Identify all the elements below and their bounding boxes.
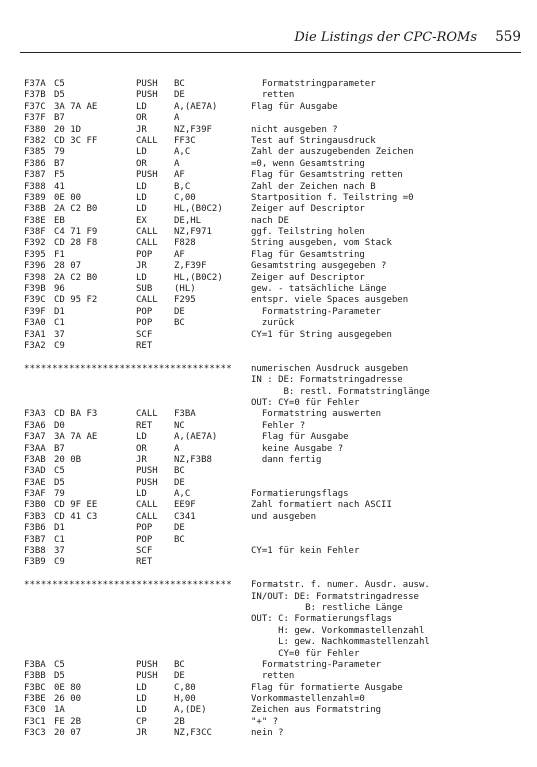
mnemonic: LD xyxy=(136,204,147,215)
address: F3A3 xyxy=(24,409,46,420)
comment: Formatierungsflags xyxy=(251,489,349,500)
mnemonic: CALL xyxy=(136,227,158,238)
operand: HL,(B0C2) xyxy=(174,204,223,215)
address: F396 xyxy=(24,261,46,272)
routine-header-text: H: gew. Vorkommastellenzahl xyxy=(251,625,425,636)
code-line xyxy=(24,125,524,136)
opcode-bytes: D1 xyxy=(54,523,65,534)
separator-stars: ************************************* xyxy=(24,363,232,374)
comment: Formatstringparameter xyxy=(251,79,376,89)
comment: Formatstring-Parameter xyxy=(251,659,382,670)
opcode-bytes: D5 xyxy=(54,477,65,488)
opcode-bytes: C4 71 F9 xyxy=(54,227,98,238)
address: F3BC xyxy=(24,682,46,693)
mnemonic: PUSH xyxy=(136,477,158,488)
opcode-bytes: CD 41 C3 xyxy=(54,511,98,522)
mnemonic: PUSH xyxy=(136,170,158,181)
running-title: Die Listings der CPC-ROMs xyxy=(294,30,477,45)
comment: =0, wenn Gesamtstring xyxy=(251,158,365,169)
operand: (HL) xyxy=(174,284,196,295)
comment: Flag für Gesamtstring retten xyxy=(251,170,403,181)
code-line xyxy=(24,694,524,705)
mnemonic: POP xyxy=(136,249,153,260)
opcode-bytes: D5 xyxy=(54,671,65,682)
mnemonic: EX xyxy=(136,215,147,226)
comment: Flag für formatierte Ausgabe xyxy=(251,682,403,693)
address: F386 xyxy=(24,158,46,169)
address: F3C0 xyxy=(24,705,46,716)
operand: F828 xyxy=(174,238,196,249)
opcode-bytes: 0E 00 xyxy=(54,192,82,203)
comment: Zeiger auf Descriptor xyxy=(251,204,365,215)
comment: retten xyxy=(251,90,295,101)
opcode-bytes: 79 xyxy=(54,489,65,500)
address: F39B xyxy=(24,284,46,295)
opcode-bytes: FE 2B xyxy=(54,716,82,727)
comment: String ausgeben, vom Stack xyxy=(251,238,392,249)
code-line xyxy=(24,79,524,90)
operand: FF3C xyxy=(174,135,196,146)
operand: Z,F39F xyxy=(174,261,207,272)
operand: BC xyxy=(174,659,185,670)
operand: AF xyxy=(174,170,185,181)
opcode-bytes: 1A xyxy=(54,705,65,716)
comment: und ausgeben xyxy=(251,511,317,522)
routine-header-text: OUT: C: Formatierungsflags xyxy=(251,614,392,625)
opcode-bytes: 0E 80 xyxy=(54,682,82,693)
comment: retten xyxy=(251,671,295,682)
comment: ggf. Teilstring holen xyxy=(251,227,365,238)
comment: Zahl formatiert nach ASCII xyxy=(251,500,392,511)
address: F38E xyxy=(24,215,46,226)
operand: H,00 xyxy=(174,694,196,705)
operand: C,00 xyxy=(174,192,196,203)
mnemonic: PUSH xyxy=(136,466,158,477)
comment: CY=1 für kein Fehler xyxy=(251,546,360,557)
operand: F3BA xyxy=(174,409,196,420)
operand: BC xyxy=(174,466,185,477)
comment: Formatstring auswerten xyxy=(251,409,382,420)
mnemonic: PUSH xyxy=(136,90,158,101)
assembly-listing xyxy=(24,79,524,740)
code-line xyxy=(24,250,524,261)
address: F38B xyxy=(24,204,46,215)
comment: nicht ausgeben ? xyxy=(251,124,338,135)
mnemonic: LD xyxy=(136,705,147,716)
opcode-bytes: C5 xyxy=(54,79,65,89)
address: F3A7 xyxy=(24,432,46,443)
opcode-bytes: 2A C2 B0 xyxy=(54,272,98,283)
code-line xyxy=(24,170,524,181)
routine-header-row xyxy=(24,375,524,386)
comment: CY=1 für String ausgegeben xyxy=(251,329,392,340)
code-line xyxy=(24,546,524,557)
comment: gew. - tatsächliche Länge xyxy=(251,284,387,295)
operand: AF xyxy=(174,249,185,260)
operand: A,(AE7A) xyxy=(174,432,218,443)
comment: Vorkommastellenzahl=0 xyxy=(251,694,365,705)
comment: Gesamtstring ausgegeben ? xyxy=(251,261,387,272)
opcode-bytes: C9 xyxy=(54,340,65,351)
routine-header-text: IN : DE: Formatstringadresse xyxy=(251,375,403,386)
mnemonic: POP xyxy=(136,534,153,545)
opcode-bytes: 2A C2 B0 xyxy=(54,204,98,215)
code-line xyxy=(24,193,524,204)
mnemonic: LD xyxy=(136,272,147,283)
opcode-bytes: B7 xyxy=(54,443,65,454)
routine-header-row xyxy=(24,580,524,591)
code-line xyxy=(24,284,524,295)
operand: F295 xyxy=(174,295,196,306)
address: F3AE xyxy=(24,477,46,488)
address: F3A0 xyxy=(24,318,46,329)
mnemonic: SCF xyxy=(136,546,153,557)
opcode-bytes: C5 xyxy=(54,466,65,477)
opcode-bytes: 37 xyxy=(54,546,65,557)
comment: dann fertig xyxy=(251,454,322,465)
mnemonic: RET xyxy=(136,420,153,431)
opcode-bytes: C5 xyxy=(54,659,65,670)
mnemonic: PUSH xyxy=(136,79,158,89)
address: F385 xyxy=(24,147,46,158)
comment: nein ? xyxy=(251,728,284,739)
mnemonic: RET xyxy=(136,340,153,351)
mnemonic: POP xyxy=(136,318,153,329)
comment: Zeichen aus Formatstring xyxy=(251,705,382,716)
code-line xyxy=(24,227,524,238)
code-line xyxy=(24,273,524,284)
comment: Zeiger auf Descriptor xyxy=(251,272,365,283)
opcode-bytes: B7 xyxy=(54,113,65,124)
address: F3AA xyxy=(24,443,46,454)
operand: C341 xyxy=(174,511,196,522)
address: F3BB xyxy=(24,671,46,682)
operand: BC xyxy=(174,318,185,329)
mnemonic: CALL xyxy=(136,238,158,249)
operand: NC xyxy=(174,420,185,431)
operand: BC xyxy=(174,534,185,545)
code-line xyxy=(24,238,524,249)
address: F3AF xyxy=(24,489,46,500)
opcode-bytes: CD BA F3 xyxy=(54,409,98,420)
operand: NZ,F3CC xyxy=(174,728,212,739)
routine-header-row xyxy=(24,614,524,625)
opcode-bytes: 28 07 xyxy=(54,261,82,272)
comment: Formatstring-Parameter xyxy=(251,306,382,317)
code-line xyxy=(24,535,524,546)
mnemonic: OR xyxy=(136,443,147,454)
routine-header-text: OUT: CY=0 für Fehler xyxy=(251,397,360,408)
address: F387 xyxy=(24,170,46,181)
mnemonic: LD xyxy=(136,432,147,443)
separator-stars: ************************************* xyxy=(24,580,232,591)
opcode-bytes: 26 00 xyxy=(54,694,82,705)
mnemonic: JR xyxy=(136,124,147,135)
opcode-bytes: B7 xyxy=(54,158,65,169)
routine-header-text: IN/OUT: DE: Formatstringadresse xyxy=(251,591,419,602)
mnemonic: POP xyxy=(136,306,153,317)
code-line xyxy=(24,102,524,113)
code-line xyxy=(24,478,524,489)
address: F3AB xyxy=(24,454,46,465)
mnemonic: LD xyxy=(136,694,147,705)
address: F38F xyxy=(24,227,46,238)
code-line xyxy=(24,432,524,443)
opcode-bytes: CD 9F EE xyxy=(54,500,98,511)
routine-header-row xyxy=(24,398,524,409)
opcode-bytes: EB xyxy=(54,215,65,226)
comment: Flag für Ausgabe xyxy=(251,432,349,443)
operand: B,C xyxy=(174,181,191,192)
mnemonic: CALL xyxy=(136,511,158,522)
code-line xyxy=(24,318,524,329)
operand: C,80 xyxy=(174,682,196,693)
code-line xyxy=(24,90,524,101)
address: F37A xyxy=(24,79,46,89)
operand: EE9F xyxy=(174,500,196,511)
address: F37F xyxy=(24,113,46,124)
address: F382 xyxy=(24,135,46,146)
opcode-bytes: C9 xyxy=(54,557,65,568)
address: F398 xyxy=(24,272,46,283)
operand: A,C xyxy=(174,147,191,158)
routine-header-row xyxy=(24,364,524,375)
routine-header-row xyxy=(24,637,524,648)
mnemonic: SCF xyxy=(136,329,153,340)
address: F3A2 xyxy=(24,340,46,351)
routine-header-text: numerischen Ausdruck ausgeben xyxy=(251,363,409,374)
code-line xyxy=(24,717,524,728)
code-line xyxy=(24,705,524,716)
code-line xyxy=(24,421,524,432)
operand: A xyxy=(174,113,180,124)
comment: Fehler ? xyxy=(251,420,306,431)
operand: NZ,F971 xyxy=(174,227,212,238)
operand: A,(DE) xyxy=(174,705,207,716)
code-line xyxy=(24,409,524,420)
comment: zurück xyxy=(251,318,295,329)
comment: Zahl der Zeichen nach B xyxy=(251,181,376,192)
page-number: 559 xyxy=(495,29,521,45)
address: F39C xyxy=(24,295,46,306)
routine-header-text: B: restl. Formatstringlänge xyxy=(251,386,430,397)
opcode-bytes: 37 xyxy=(54,329,65,340)
address: F3AD xyxy=(24,466,46,477)
opcode-bytes: 3A 7A AE xyxy=(54,101,98,112)
operand: DE,HL xyxy=(174,215,202,226)
opcode-bytes: D0 xyxy=(54,420,65,431)
mnemonic: SUB xyxy=(136,284,153,295)
mnemonic: LD xyxy=(136,147,147,158)
code-line xyxy=(24,523,524,534)
code-line xyxy=(24,216,524,227)
address: F3B8 xyxy=(24,546,46,557)
mnemonic: CP xyxy=(136,716,147,727)
code-line xyxy=(24,136,524,147)
mnemonic: LD xyxy=(136,101,147,112)
address: F389 xyxy=(24,192,46,203)
mnemonic: CALL xyxy=(136,135,158,146)
mnemonic: JR xyxy=(136,261,147,272)
mnemonic: LD xyxy=(136,682,147,693)
opcode-bytes: 20 0B xyxy=(54,454,82,465)
code-line xyxy=(24,295,524,306)
operand: A,(AE7A) xyxy=(174,101,218,112)
address: F3A1 xyxy=(24,329,46,340)
address: F3BA xyxy=(24,659,46,670)
address: F392 xyxy=(24,238,46,249)
mnemonic: CALL xyxy=(136,295,158,306)
address: F3BE xyxy=(24,694,46,705)
operand: A xyxy=(174,158,180,169)
comment: nach DE xyxy=(251,215,289,226)
address: F37B xyxy=(24,90,46,101)
page-header xyxy=(20,28,521,53)
opcode-bytes: D1 xyxy=(54,306,65,317)
opcode-bytes: 41 xyxy=(54,181,65,192)
address: F3B9 xyxy=(24,557,46,568)
comment: "+" ? xyxy=(251,716,279,727)
opcode-bytes: 20 07 xyxy=(54,728,82,739)
address: F3B0 xyxy=(24,500,46,511)
code-line xyxy=(24,500,524,511)
operand: DE xyxy=(174,90,185,101)
address: F39F xyxy=(24,306,46,317)
code-line xyxy=(24,455,524,466)
blank-line xyxy=(24,569,524,580)
code-line xyxy=(24,261,524,272)
routine-header-row xyxy=(24,649,524,660)
comment: Startposition f. Teilstring =0 xyxy=(251,192,414,203)
mnemonic: RET xyxy=(136,557,153,568)
comment: keine Ausgabe ? xyxy=(251,443,344,454)
mnemonic: OR xyxy=(136,113,147,124)
code-line xyxy=(24,182,524,193)
routine-header-row xyxy=(24,603,524,614)
mnemonic: CALL xyxy=(136,409,158,420)
operand: DE xyxy=(174,477,185,488)
opcode-bytes: C1 xyxy=(54,534,65,545)
mnemonic: LD xyxy=(136,489,147,500)
opcode-bytes: 79 xyxy=(54,147,65,158)
operand: NZ,F39F xyxy=(174,124,212,135)
opcode-bytes: D5 xyxy=(54,90,65,101)
address: F380 xyxy=(24,124,46,135)
routine-header-row xyxy=(24,592,524,603)
address: F37C xyxy=(24,101,46,112)
mnemonic: JR xyxy=(136,728,147,739)
routine-header-text: Formatstr. f. numer. Ausdr. ausw. xyxy=(251,580,430,591)
opcode-bytes: 96 xyxy=(54,284,65,295)
operand: DE xyxy=(174,306,185,317)
mnemonic: JR xyxy=(136,454,147,465)
code-line xyxy=(24,159,524,170)
comment: entspr. viele Spaces ausgeben xyxy=(251,295,409,306)
address: F3B3 xyxy=(24,511,46,522)
code-line xyxy=(24,489,524,500)
code-line xyxy=(24,444,524,455)
comment: Flag für Gesamtstring xyxy=(251,249,365,260)
address: F3C1 xyxy=(24,716,46,727)
mnemonic: PUSH xyxy=(136,659,158,670)
address: F3B7 xyxy=(24,534,46,545)
code-line xyxy=(24,341,524,352)
opcode-bytes: 20 1D xyxy=(54,124,82,135)
operand: DE xyxy=(174,671,185,682)
comment: Test auf Stringausdruck xyxy=(251,135,376,146)
mnemonic: LD xyxy=(136,181,147,192)
code-line xyxy=(24,728,524,739)
operand: A xyxy=(174,443,180,454)
code-line xyxy=(24,671,524,682)
operand: A,C xyxy=(174,489,191,500)
routine-header-row xyxy=(24,387,524,398)
mnemonic: OR xyxy=(136,158,147,169)
opcode-bytes: F1 xyxy=(54,249,65,260)
code-line xyxy=(24,557,524,568)
code-line xyxy=(24,113,524,124)
address: F3B6 xyxy=(24,523,46,534)
address: F3A6 xyxy=(24,420,46,431)
opcode-bytes: CD 95 F2 xyxy=(54,295,98,306)
address: F3C3 xyxy=(24,728,46,739)
code-line xyxy=(24,330,524,341)
opcode-bytes: C1 xyxy=(54,318,65,329)
routine-header-text: B: restliche Länge xyxy=(251,602,403,613)
opcode-bytes: F5 xyxy=(54,170,65,181)
mnemonic: PUSH xyxy=(136,671,158,682)
code-line xyxy=(24,307,524,318)
opcode-bytes: CD 3C FF xyxy=(54,135,98,146)
routine-header-row xyxy=(24,626,524,637)
operand: DE xyxy=(174,523,185,534)
blank-line xyxy=(24,352,524,363)
mnemonic: CALL xyxy=(136,500,158,511)
address: F395 xyxy=(24,249,46,260)
opcode-bytes: 3A 7A AE xyxy=(54,432,98,443)
code-line xyxy=(24,660,524,671)
code-line xyxy=(24,147,524,158)
comment: Flag für Ausgabe xyxy=(251,101,338,112)
mnemonic: POP xyxy=(136,523,153,534)
operand: 2B xyxy=(174,716,185,727)
operand: NZ,F3B8 xyxy=(174,454,212,465)
operand: HL,(B0C2) xyxy=(174,272,223,283)
mnemonic: LD xyxy=(136,192,147,203)
opcode-bytes: CD 28 F8 xyxy=(54,238,98,249)
code-line xyxy=(24,683,524,694)
routine-header-text: CY=0 für Fehler xyxy=(251,648,360,659)
routine-header-text: L: gew. Nachkommastellenzahl xyxy=(251,637,430,648)
code-line xyxy=(24,512,524,523)
operand: BC xyxy=(174,79,185,89)
code-line xyxy=(24,466,524,477)
comment: Zahl der auszugebenden Zeichen xyxy=(251,147,414,158)
address: F388 xyxy=(24,181,46,192)
code-line xyxy=(24,204,524,215)
